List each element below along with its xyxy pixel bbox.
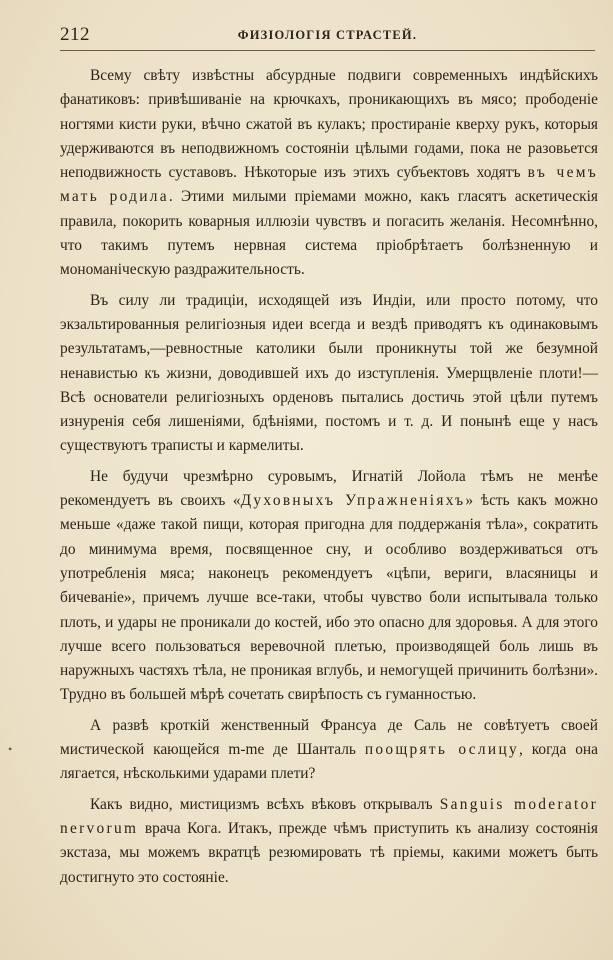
paragraph-2 <box>60 289 598 459</box>
page-header <box>60 22 595 51</box>
paragraph-4 <box>60 714 598 787</box>
running-title: ФИЗІОЛОГІЯ СТРАСТЕЙ. <box>237 28 418 42</box>
margin-mark: • <box>8 742 13 756</box>
paragraph-5 <box>60 793 598 890</box>
paragraph-1-text-a: Всему свѣту извѣстны абсурдные подвиги современныхъ индѣйскихъ фанатиковъ: привѣшиваніе на крючкахъ, проникающихъ въ мясо; прободеніе ногтями кисти руки, вѣчно сжатой въ кулакъ; простираніе кверху рукъ, которыя удерживаются въ неподвижномъ состояніи цѣлыми годами, пока не разовьется неподвижность суставовъ. Нѣкоторые изъ этихъ субъектовъ ходятъ <box>60 67 598 182</box>
page-body <box>60 64 598 890</box>
paragraph-1-emphasis: въ чемъ мать родила <box>60 164 598 206</box>
paragraph-4-text-b: , когда она лягается, нѣсколькими ударами плети? <box>60 741 598 783</box>
paragraph-4-emphasis: поощрять ослицу <box>364 741 519 759</box>
paragraph-3-text-b: » ѣсть какъ можно меньше «даже такой пищи, которая пригодна для поддержанія тѣла», сократить до минимума время, посвященное сну, и особливо воздерживаться отъ употребленія мяса; наконецъ рекомендуетъ «цѣпи, вериги, власяницы и бичеваніе», причемъ лучше все-таки, чтобы чувство боли испытывала только плоть, и удары не проникали до костей, ибо это опасно для здоровья. А для этого лучше всего пользоваться веревочной плетью, производящей боль лишь въ наружныхъ частяхъ тѣла, не проникая вглубь, и немогущей причинить болѣзни». Трудно въ большей мѣрѣ сочетать свирѣпость съ гуманностью. <box>60 492 598 704</box>
paragraph-3-emphasis: Духовныхъ Упражненіяхъ <box>240 492 466 510</box>
paragraph-5-text-a: Какъ видно, мистицизмъ всѣхъ вѣковъ открывалъ <box>90 795 440 813</box>
paragraph-4-text-a: А развѣ кроткій женственный Франсуа де Саль не совѣтуетъ своей мистической кающейся m-me де Шанталь <box>60 716 598 759</box>
page-number: 212 <box>60 24 90 45</box>
paragraph-2-text: Въ силу ли традиціи, исходящей изъ Индіи, или просто потому, что экзальтированныя религіозныя идеи всегда и вездѣ приводятъ къ одинаковымъ результатамъ,—ревностные католики были проникнуты той же безумной ненавистью къ жизни, доводившей ихъ до изступленія. Умерщвленіе плоти!—Всѣ основатели религіозныхъ орденовъ пытались достичь этой цѣли путемъ изнуренія себя лишеніями, бдѣніями, постомъ и т. д. И понынѣ еще у насъ существуютъ траписты и кармелиты. <box>60 291 598 455</box>
paragraph-1 <box>60 64 598 283</box>
paragraph-3-text-a: Не будучи чрезмѣрно суровымъ, Игнатій Лойола тѣмъ не менѣе рекомендуетъ въ своихъ « <box>60 467 598 510</box>
paragraph-5-emphasis: Sanguis moderator nervorum <box>60 795 598 837</box>
paragraph-1-text-b: . Этими милыми пріемами можно, какъ гласятъ аскетическія правила, покорить коварныя иллюзіи чувствъ и погасить желанія. Несомнѣнно, что такимъ путемъ нервная система пріобрѣтаетъ болѣзненную и мономаніческую раздражительность. <box>60 188 598 279</box>
paragraph-3 <box>60 465 598 708</box>
paragraph-5-text-b: врача Кога. Итакъ, прежде чѣмъ приступить къ анализу состоянія экстаза, мы можемъ вкратцѣ резюмировать тѣ пріемы, какими можетъ быть достигнуто это состояніе. <box>60 819 598 886</box>
